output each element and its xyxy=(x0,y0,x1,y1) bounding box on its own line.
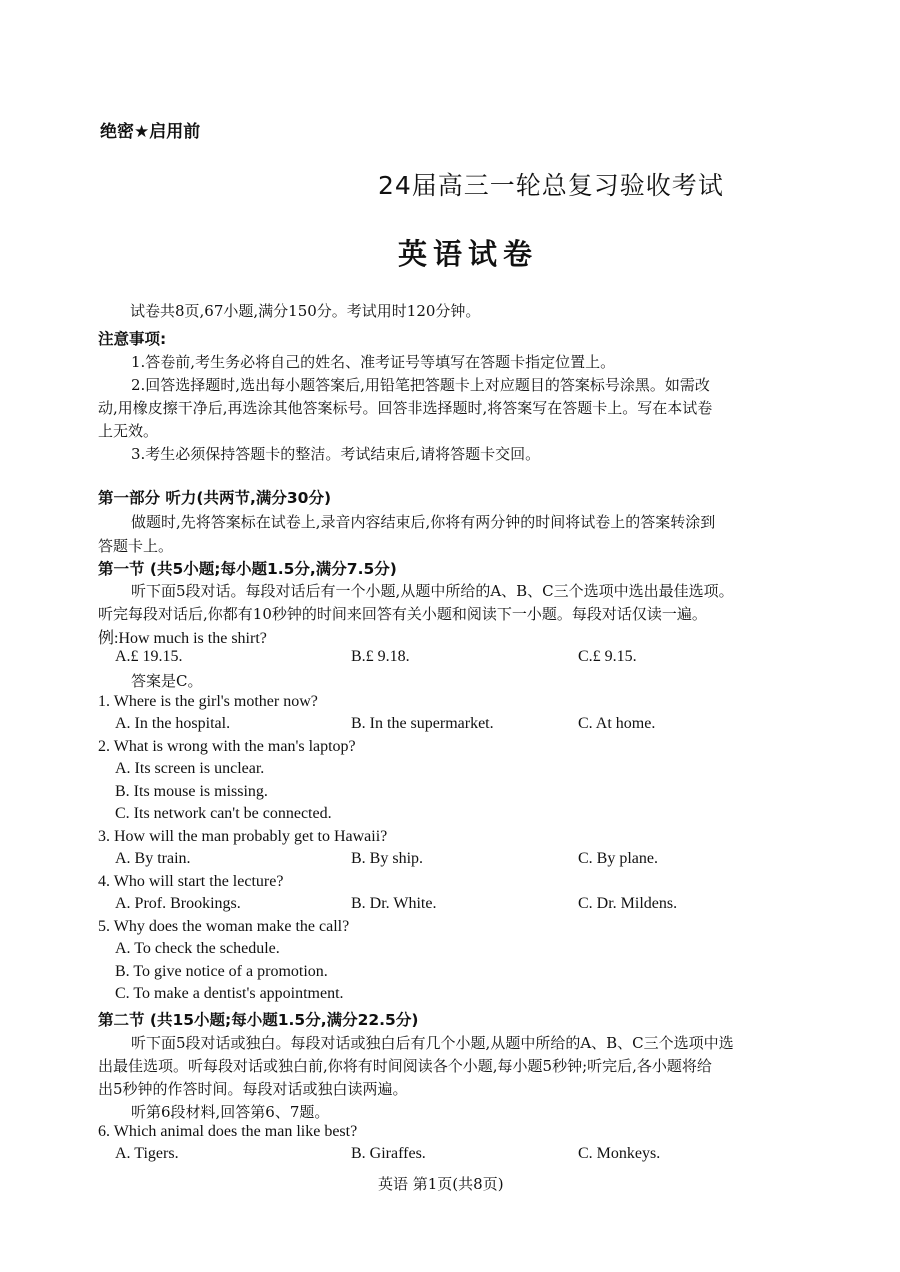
question-2-option-a: A. Its screen is unclear. xyxy=(115,760,265,777)
question-2-option-b: B. Its mouse is missing. xyxy=(115,783,268,800)
question-3: 3. How will the man probably get to Hawaii? xyxy=(98,828,388,845)
section1-desc-line-2: 听完每段对话后,你都有10秒钟的时间来回答有关小题和阅读下一小题。每段对话仅读一遍。 xyxy=(98,605,707,623)
question-5: 5. Why does the woman make the call? xyxy=(98,918,350,935)
question-2-option-c: C. Its network can't be connected. xyxy=(115,805,332,822)
example-question: 例:How much is the shirt? xyxy=(98,630,267,647)
question-4-option-a: A. Prof. Brookings. xyxy=(115,895,241,912)
question-1-option-a: A. In the hospital. xyxy=(115,715,231,732)
exam-title: 24届高三一轮总复习验收考试 xyxy=(378,171,724,200)
note-2-line-1: 2.回答选择题时,选出每小题答案后,用铅笔把答题卡上对应题目的答案标号涂黑。如需改 xyxy=(131,376,710,394)
material-instruction: 听第6段材料,回答第6、7题。 xyxy=(131,1103,330,1121)
part1-desc-line-1: 做题时,先将答案标在试卷上,录音内容结束后,你将有两分钟的时间将试卷上的答案转涂到 xyxy=(131,513,716,531)
question-6: 6. Which animal does the man like best? xyxy=(98,1123,358,1140)
question-5-option-c: C. To make a dentist's appointment. xyxy=(115,985,344,1002)
question-1-option-c: C. At home. xyxy=(578,715,656,732)
section2-desc-line-1: 听下面5段对话或独白。每段对话或独白后有几个小题,从题中所给的A、B、C三个选项中选 xyxy=(131,1034,734,1052)
question-3-option-c: C. By plane. xyxy=(578,850,658,867)
exam-intro: 试卷共8页,67小题,满分150分。考试用时120分钟。 xyxy=(130,302,481,320)
paper-title: 英语试卷 xyxy=(398,237,539,271)
question-4-option-c: C. Dr. Mildens. xyxy=(578,895,678,912)
question-2: 2. What is wrong with the man's laptop? xyxy=(98,738,356,755)
example-option-c: C.£ 9.15. xyxy=(578,648,637,665)
question-5-option-b: B. To give notice of a promotion. xyxy=(115,963,328,980)
example-option-b: B.£ 9.18. xyxy=(351,648,410,665)
part1-desc-line-2: 答题卡上。 xyxy=(98,537,174,555)
notes-heading: 注意事项: xyxy=(98,330,167,348)
question-1: 1. Where is the girl's mother now? xyxy=(98,693,318,710)
question-6-option-a: A. Tigers. xyxy=(115,1145,179,1162)
section2-heading: 第二节 (共15小题;每小题1.5分,满分22.5分) xyxy=(98,1011,419,1029)
question-5-option-a: A. To check the schedule. xyxy=(115,940,280,957)
note-2-line-3: 上无效。 xyxy=(98,422,159,440)
question-6-option-b: B. Giraffes. xyxy=(351,1145,426,1162)
part1-heading: 第一部分 听力(共两节,满分30分) xyxy=(98,489,332,507)
question-4: 4. Who will start the lecture? xyxy=(98,873,284,890)
question-1-option-b: B. In the supermarket. xyxy=(351,715,494,732)
example-answer: 答案是C。 xyxy=(131,672,203,690)
section2-desc-line-2: 出最佳选项。听每段对话或独白前,你将有时间阅读各个小题,每小题5秒钟;听完后,各小题将给 xyxy=(98,1057,712,1075)
question-3-option-b: B. By ship. xyxy=(351,850,424,867)
section1-desc-line-1: 听下面5段对话。每段对话后有一个小题,从题中所给的A、B、C三个选项中选出最佳选项。 xyxy=(131,582,734,600)
note-1: 1.答卷前,考生务必将自己的姓名、准考证号等填写在答题卡指定位置上。 xyxy=(131,353,616,371)
note-3: 3.考生必须保持答题卡的整洁。考试结束后,请将答题卡交回。 xyxy=(131,445,541,463)
confidential-mark: 绝密★启用前 xyxy=(100,122,201,142)
note-2-line-2: 动,用橡皮擦干净后,再选涂其他答案标号。回答非选择题时,将答案写在答题卡上。写在本试卷 xyxy=(98,399,713,417)
question-3-option-a: A. By train. xyxy=(115,850,191,867)
question-4-option-b: B. Dr. White. xyxy=(351,895,437,912)
section1-heading: 第一节 (共5小题;每小题1.5分,满分7.5分) xyxy=(98,560,397,578)
question-6-option-c: C. Monkeys. xyxy=(578,1145,661,1162)
example-option-a: A.£ 19.15. xyxy=(115,648,183,665)
page-footer: 英语 第1页(共8页) xyxy=(378,1175,504,1193)
section2-desc-line-3: 出5秒钟的作答时间。每段对话或独白读两遍。 xyxy=(98,1080,408,1098)
